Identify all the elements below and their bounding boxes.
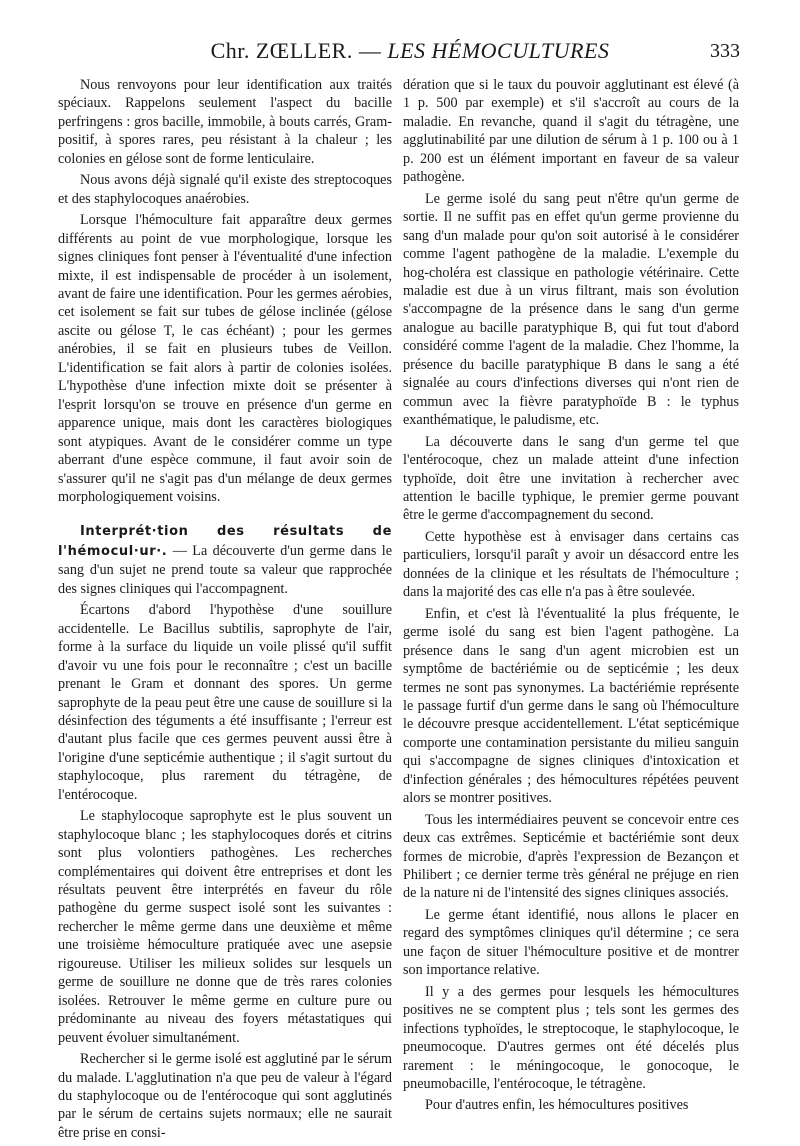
paragraph: Enfin, et c'est là l'éventualité la plus fréquente, le germe isolé du sang est bien l'agent pathogène. La présence dans le sang d'un agent microbien est un symptôme de bactériémie ou de septicémie ; les deux termes ne sont pas synonymes. La bactériémie représente le passage furtif d'un germe dans le sang où l'hémoculture le découvre presque accidentellement. L'état septicémique comporte une contamination persistante du milieu sanguin qui s'accompagne de signes cliniques d'intoxication et d'infection générales ; des hémocultures répétées peuvent alors se montrer positives. [403,605,739,807]
section-paragraph [58,522,392,598]
section-heading-text: — La découverte d'un germe dans le sang d'un sujet ne prend toute sa valeur que rapprochée des signes cliniques qui l'accompagnent. [58,542,392,597]
paragraph: Il y a des germes pour lesquels les hémocultures positives ne se comptent plus ; tels sont les germes des infections typhoïdes, le streptocoque, le staphylocoque, le pneumocoque. D'autres germes ont été décelés plus rarement : le méningocoque, le gonocoque, le pneumobacille, l'entérocoque, le tétragène. [403,983,739,1093]
page-header [80,38,740,68]
paragraph: Le germe étant identifié, nous allons le placer en regard des symptômes cliniques qu'il détermine ; ce sera une façon de situer l'hémoculture positive et de montrer son importance relative. [403,906,739,979]
page-number: 333 [710,40,740,62]
section-heading: Interprét·tion des résultats de l'hémocul·ur·. [58,524,392,559]
left-column [58,76,392,1142]
running-head-dash: — [352,38,388,63]
running-head-title: LES HÉMOCULTURES [387,38,610,63]
paragraph: Le staphylocoque saprophyte est le plus souvent un staphylocoque blanc ; les staphylocoques dorés et citrins sont plus volontiers pathogènes. Les recherches complémentaires qui doivent être entreprises et dont les résultats peuvent être interprétés en faveur du rôle pathogène du germe suspect isolé sont les suivantes : rechercher le même germe dans une deuxième et même une troisième hémoculture pratiquée avec une asepsie rigoureuse. Utiliser les milieux solides sur lesquels un germe de souillure ne donne que de très rares colonies isolées. Retrouver le même germe en culture pure ou prédominante au niveau des foyers métastatiques qui peuvent évoluer simultanément. [58,808,392,1046]
paragraph: Écartons d'abord l'hypothèse d'une souillure accidentelle. Le Bacillus subtilis, saprophyte de l'air, forme à la surface du liquide un voile plissé qu'il suffit d'avoir vu une fois pour le reconnaître ; c'est un bacille prenant le Gram et donnant des spores. Un germe saprophyte de la peau peut être une cause de souillure si la désinfection des téguments a été insuffisante ; l'erreur est d'autant plus facile que ces germes peuvent aussi être à l'origine d'une septicémie authentique ; il s'agit surtout du staphylocoque, plus rarement du tétragène, de l'entérocoque. [58,602,392,803]
paragraph: Nous avons déjà signalé qu'il existe des streptocoques et des staphylocoques anaérobies. [58,172,392,207]
paragraph: Nous renvoyons pour leur identification aux traités spéciaux. Rappelons seulement l'aspect du bacille perfringens : gros bacille, immobile, à bouts carrés, Gram-positif, à spores rares, peu résistant à la chaleur ; les colonies en gélose sont de forme lenticulaire. [58,77,392,167]
paragraph: Lorsque l'hémoculture fait apparaître deux germes différents au point de vue morphologique, lorsque les signes cliniques font penser à l'éventualité d'une infection mixte, il est indispensable de procéder à un isolement, avant de faire une identification. Pour les germes aérobies, cet isolement se fait sur tubes de gélose inclinée (gélose ascite ou gélose T, le cas échéant) ; pour les germes anérobies, il se fait en plusieurs tubes de Veillon. L'identification se fait alors à partir de colonies isolées. L'hypothèse d'une infection mixte doit se présenter à l'esprit lorsqu'on se trouve en présence d'un germe en apparence unique, mais dont les caractères biologiques sont atypiques. Avant de le considérer comme un type aberrant d'une espèce commune, il faut avoir soin de s'assurer qu'il ne s'agit pas d'un mélange de deux germes morphologiquement voisins. [58,212,392,505]
paragraph: Cette hypothèse est à envisager dans certains cas particuliers, lorsqu'il paraît y avoir un désaccord entre les données de la clinique et les résultats de l'hémoculture ; dans la majorité des cas elle n'a pas à être soulevée. [403,528,739,601]
right-column [403,76,739,1115]
running-head [80,38,740,64]
paragraph: dération que si le taux du pouvoir agglutinant est élevé (à 1 p. 500 par exemple) et s'il s'accroît au cours de la maladie. En revanche, quand il s'agit du tétragène, une agglutinabilité par une dilution de sérum à 1 p. 100 ou à 1 p. 200 est un élément important en faveur de sa valeur pathogène. [403,77,739,186]
paragraph: Rechercher si le germe isolé est agglutiné par le sérum du malade. L'agglutination n'a que peu de valeur à l'égard du staphylocoque ou de l'entérocoque qui sont agglutinés par le sérum de certains sujets normaux; elle ne saurait être prise en consi- [58,1051,392,1141]
paragraph: Tous les intermédiaires peuvent se concevoir entre ces deux cas extrêmes. Septicémie et bactériémie sont deux formes de microbie, d'après l'expression de Bezançon et Philibert ; ce dernier terme très général ne préjuge en rien de la nature ni de l'intensité des signes cliniques associés. [403,811,739,902]
paragraph: Le germe isolé du sang peut n'être qu'un germe de sortie. Il ne suffit pas en effet qu'un germe provienne du sang d'un malade pour qu'on soit autorisé à le considérer comme l'agent pathogène de la maladie. L'exemple du hog-choléra est classique en pathologie vétérinaire. Cette maladie est due à un virus filtrant, mais son évolution s'accompagne de la présence dans le sang d'un germe analogue au bacille paratyphique B, qui fut tout d'abord considéré comme l'agent de la maladie. Chez l'homme, la présence du bacille paratyphique B dans le sang a été signalée au cours d'infections diverses qui n'ont rien de commun avec la fièvre paratyphoïde B : le typhus exanthématique, le paludisme, etc. [403,190,739,429]
running-head-author: Chr. ZŒLLER. [210,38,353,63]
paragraph: La découverte dans le sang d'un germe tel que l'entérocoque, chez un malade atteint d'une infection typhoïde, doit être une invitation à rechercher avec attention le bacille typhique, le premier germe pouvant être le germe d'accompagnement du second. [403,433,739,524]
paragraph: Pour d'autres enfin, les hémocultures positives [425,1097,689,1114]
